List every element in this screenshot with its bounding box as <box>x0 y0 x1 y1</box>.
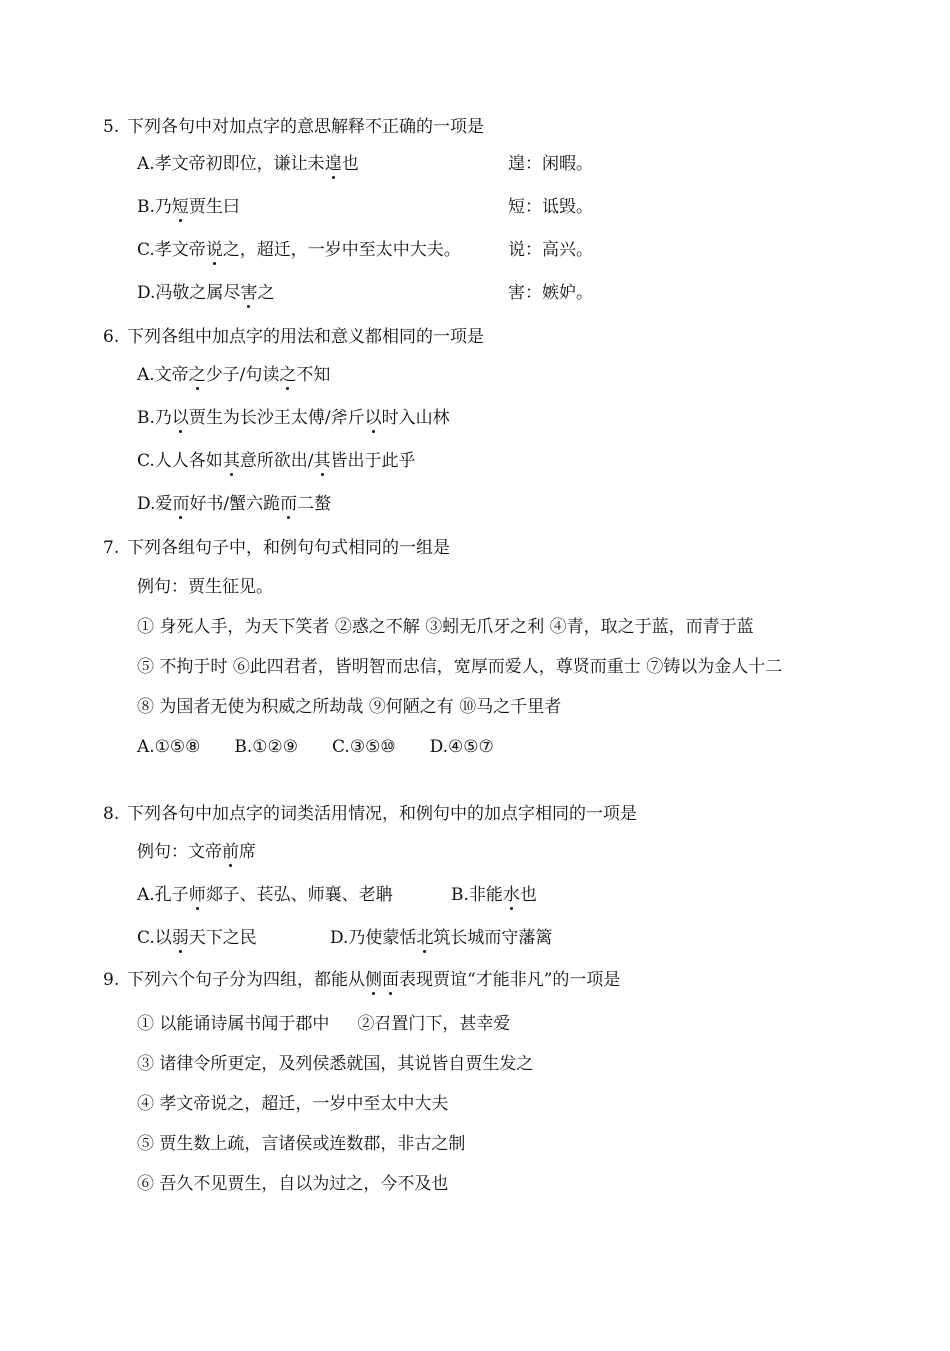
q7-options <box>137 735 494 759</box>
q6-option-a: A.文帝之少子/句读之不知 <box>137 365 331 385</box>
emphasis-char: 而 <box>280 494 298 514</box>
emphasis-char: 以 <box>171 408 189 428</box>
q5-option-b-gloss: 短：诋毁。 <box>508 197 593 217</box>
q5-option-c: C.孝文帝说之，超迁，一岁中至太中大夫。 <box>137 240 461 260</box>
q7-number: 7. <box>103 538 120 558</box>
q9-line-2: ③ 诸律令所更定，及列侯悉就国，其说皆自贾生发之 <box>137 1054 534 1074</box>
emphasis-char: 说 <box>205 240 223 260</box>
q7-option-d: D.④⑤⑦ <box>429 737 494 757</box>
q9-line-5: ⑥ 吾久不见贾生，自以为过之，今不及也 <box>137 1174 449 1194</box>
q5-number: 5. <box>103 117 120 137</box>
emphasis-char: 弱 <box>171 928 189 948</box>
q9-stem-line: 9. 下列六个句子分为四组，都能从侧面表现贾谊“才能非凡”的一项是 <box>103 970 621 990</box>
q5-stem-line <box>103 115 484 139</box>
emphasis-char: 面 <box>382 970 399 990</box>
emphasis-char: 水 <box>502 885 520 905</box>
q5-option-a-gloss: 遑：闲暇。 <box>508 154 593 174</box>
q5-option-a: A.孝文帝初即位，谦让未遑也 <box>137 154 359 174</box>
q8-option-a: A.孔子师郯子、苌弘、师襄、老聃 <box>137 885 393 905</box>
q8-example: 例句：文帝前席 <box>137 842 256 862</box>
q7-option-a: A.①⑤⑧ <box>137 737 201 757</box>
emphasis-char: 北 <box>416 928 434 948</box>
q7-stem-line <box>103 536 450 560</box>
emphasis-char: 其 <box>222 451 240 471</box>
q8-stem-line <box>103 802 637 826</box>
q6-option-c: C.人人各如其意所欲出/其皆出于此乎 <box>137 451 416 471</box>
q5-option-b: B.乃短贾生曰 <box>137 197 240 217</box>
emphasis-char: 侧 <box>365 970 382 990</box>
q7-row-2: ⑤ 不拘于时 ⑥此四君者，皆明智而忠信，宽厚而爱人，尊贤而重士 ⑦铸以为金人十二 <box>137 657 783 677</box>
emphasis-char: 师 <box>188 885 206 905</box>
emphasis-char: 之 <box>279 365 297 385</box>
q8-option-b: B.非能水也 <box>451 885 537 905</box>
q8-option-c: C.以弱天下之民 <box>137 928 257 948</box>
emphasis-char: 之 <box>188 365 206 385</box>
q7-option-c: C.③⑤⑩ <box>332 737 396 757</box>
q6-option-b: B.乃以贾生为长沙王太傅/斧斤以时入山林 <box>137 408 450 428</box>
q8-number: 8. <box>103 804 120 824</box>
q8-option-d: D.乃使蒙恬北筑长城而守藩篱 <box>330 928 553 948</box>
q5-stem: 下列各句中对加点字的意思解释不正确的一项是 <box>127 117 484 137</box>
q6-number: 6. <box>103 327 120 347</box>
q7-example: 例句：贾生征见。 <box>137 577 273 597</box>
q7-row-1: ① 身死人手，为天下笑者 ②惑之不解 ③蚓无爪牙之利 ④青，取之于蓝，而青于蓝 <box>137 617 754 637</box>
q6-option-d: D.爱而好书/蟹六跪而二螯 <box>137 494 332 514</box>
emphasis-char: 而 <box>172 494 190 514</box>
q5-option-d: D.冯敬之属尽害之 <box>137 283 275 303</box>
emphasis-char: 短 <box>171 197 189 217</box>
q9-line-1: ① 以能诵诗属书闻于郡中 ②召置门下，甚幸爱 <box>137 1014 511 1034</box>
q7-stem: 下列各组句子中，和例句句式相同的一组是 <box>127 538 450 558</box>
q9-line-4: ⑤ 贾生数上疏，言诸侯或连数郡，非古之制 <box>137 1134 466 1154</box>
q5-option-c-gloss: 说：高兴。 <box>508 240 593 260</box>
emphasis-char: 其 <box>313 451 331 471</box>
q9-number: 9. <box>103 970 120 990</box>
q6-stem-line <box>103 325 484 349</box>
q7-option-b: B.①②⑨ <box>234 737 299 757</box>
emphasis-char: 前 <box>222 842 239 862</box>
emphasis-char: 害 <box>240 283 258 303</box>
emphasis-char: 以 <box>364 408 382 428</box>
q8-stem: 下列各句中加点字的词类活用情况，和例句中的加点字相同的一项是 <box>127 804 637 824</box>
q9-line-3: ④ 孝文帝说之，超迁，一岁中至太中大夫 <box>137 1094 449 1114</box>
q5-option-d-gloss: 害：嫉妒。 <box>508 283 593 303</box>
emphasis-char: 遑 <box>324 154 342 174</box>
q6-stem: 下列各组中加点字的用法和意义都相同的一项是 <box>127 327 484 347</box>
q7-row-3: ⑧ 为国者无使为积威之所劫哉 ⑨何陋之有 ⑩马之千里者 <box>137 697 562 717</box>
